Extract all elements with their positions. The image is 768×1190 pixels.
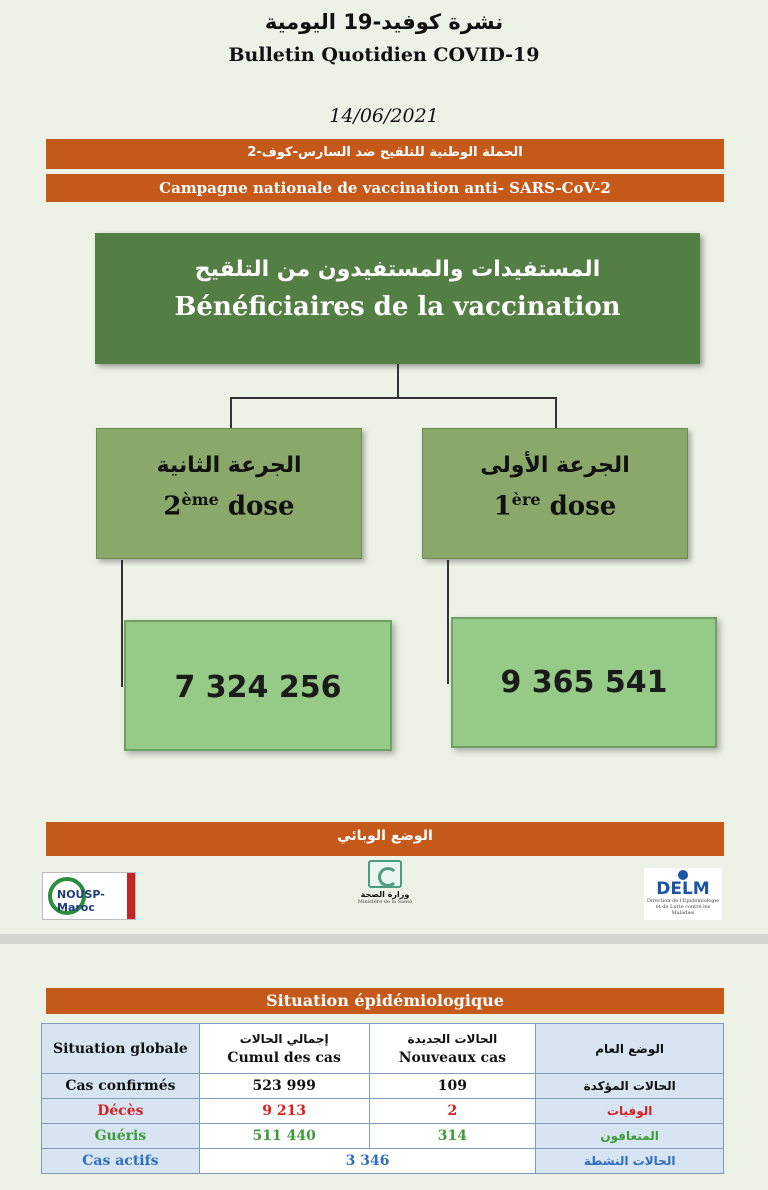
header-cumulative-arabic: إجمالي الحالات [239,1031,329,1046]
row-new-value: 109 [369,1074,536,1099]
connector-line [121,560,123,687]
table-header-row [42,1024,724,1074]
delm-logo [644,868,722,920]
delm-logo-text: DELM [656,879,710,899]
second-dose-number: 2 [163,491,182,522]
bulletin-date: 14/06/2021 [329,105,439,127]
row-label-arabic: الحالات المؤكدة [536,1074,724,1099]
header-general-situation-arabic: الوضع العام [536,1024,724,1074]
ministry-name-french: Ministère de la Santé [357,899,413,905]
first-dose-suffix: ère [511,490,541,509]
row-label: Guéris [42,1124,200,1149]
second-dose-box [96,428,362,559]
connector-line [230,397,557,399]
bulletin-title-arabic: نشرة كوفيد-19 اليومية [264,10,504,34]
page-separator [0,934,768,944]
ministry-emblem-icon [368,860,402,888]
epidemiological-table [41,1023,724,1174]
row-label-arabic: الوفيات [536,1099,724,1124]
row-new-value: 314 [369,1124,536,1149]
second-dose-label-arabic: الجرعة الثانية [156,453,302,478]
beneficiaries-box [95,233,700,364]
situation-title-band: Situation épidémiologique [46,988,724,1014]
second-dose-suffix: ème [181,490,219,509]
row-cumulative-value: 523 999 [199,1074,369,1099]
row-new-value: 2 [369,1099,536,1124]
second-dose-count: 7 324 256 [124,620,392,751]
first-dose-number: 1 [493,491,512,522]
connector-line [397,364,399,398]
header-new-cases [369,1024,536,1074]
row-cumulative-value: 9 213 [199,1099,369,1124]
campaign-band-french: Campagne nationale de vaccination anti- SARS-CoV-2 [46,174,724,202]
nousp-red-stripe [127,873,135,919]
row-label-arabic: الحالات النشطة [536,1149,724,1174]
first-dose-box [422,428,688,559]
nousp-logo [42,872,136,920]
second-dose-label-french [97,490,361,522]
bulletin-title-french: Bulletin Quotidien COVID-19 [228,44,540,66]
first-dose-label-french [423,490,687,522]
header-global-situation: Situation globale [42,1024,200,1074]
header-cumulative-french: Cumul des cas [227,1049,341,1066]
connector-line [230,397,232,428]
second-dose-word: dose [218,491,295,522]
nousp-logo-text: NOUSP-Maroc [57,888,105,914]
row-label: Cas confirmés [42,1074,200,1099]
header-cumulative-cases [199,1024,369,1074]
table-row [42,1099,724,1124]
first-dose-count: 9 365 541 [451,617,717,748]
delm-logo-subtitle: Direction de l'Epidémiologie et de Lutte contre les Maladies [646,898,720,916]
connector-line [447,560,449,684]
ministry-name-arabic: وزارة الصحة [360,890,410,899]
connector-line [555,397,557,428]
epidemiological-situation-band-arabic: الوضع الوبائي [46,822,724,856]
first-dose-word: dose [540,491,617,522]
row-active-cases-value: 3 346 [199,1149,535,1174]
row-label: Cas actifs [42,1149,200,1174]
beneficiaries-title-french: Bénéficiaires de la vaccination [174,292,621,322]
row-cumulative-value: 511 440 [199,1124,369,1149]
row-label: Décès [42,1099,200,1124]
ministry-of-health-logo [354,860,416,924]
beneficiaries-title-arabic: المستفيدات والمستفيدون من التلقيح [194,257,601,282]
table-row [42,1149,724,1174]
first-dose-label-arabic: الجرعة الأولى [480,453,630,478]
row-label-arabic: المتعافون [536,1124,724,1149]
header-new-french: Nouveaux cas [398,1049,507,1066]
header-new-arabic: الحالات الجديدة [407,1031,498,1046]
table-row [42,1124,724,1149]
campaign-band-arabic: الحملة الوطنية للتلقيح ضد السارس-كوف-2 [46,139,724,169]
table-row [42,1074,724,1099]
